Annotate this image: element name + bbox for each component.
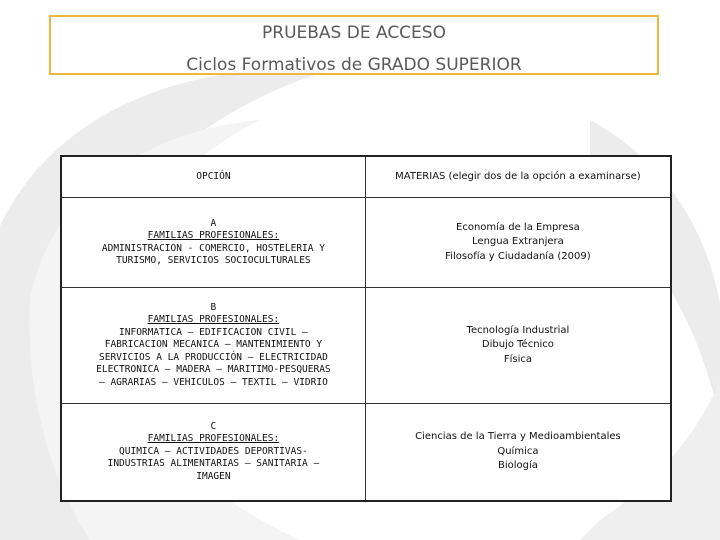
subjects-a-cell xyxy=(365,198,671,288)
header-subjects-label: MATERIAS (elegir dos de la opción a examinarse) xyxy=(395,170,641,182)
families-line: FABRICACION MECANICA – MANTENIMIENTO Y xyxy=(104,339,323,351)
header-subjects xyxy=(365,156,671,198)
families-line: TURISMO, SERVICIOS SOCIOCULTURALES xyxy=(116,255,311,266)
subject-item: Biología xyxy=(497,460,538,471)
table-row-c xyxy=(61,404,671,501)
header-option xyxy=(61,156,365,198)
subject-item: Filosofía y Ciudadanía (2009) xyxy=(445,250,591,262)
title-box xyxy=(49,15,659,75)
title-subtitle: Ciclos Formativos de GRADO SUPERIOR xyxy=(186,55,522,75)
families-line: INFORMATICA – EDIFICACION CIVIL – xyxy=(119,326,308,338)
table-row-a xyxy=(61,198,671,288)
option-letter: B xyxy=(210,301,217,313)
families-line: SERVICIOS A LA PRODUCCIÓN – ELECTRICIDAD xyxy=(99,351,328,363)
families-line: IMAGEN xyxy=(196,470,231,482)
subject-item: Ciencias de la Tierra y Medioambientales xyxy=(415,431,621,442)
subject-item: Física xyxy=(503,353,532,365)
subject-item: Economía de la Empresa xyxy=(456,221,580,233)
option-c-cell xyxy=(61,404,365,501)
table-row-b xyxy=(61,288,671,404)
title-main: PRUEBAS DE ACCESO xyxy=(262,23,446,43)
option-b-cell xyxy=(61,288,365,404)
table-header-row xyxy=(61,156,671,198)
families-line: ELECTRONICA – MADERA – MARITIMO-PESQUERAS xyxy=(96,364,331,376)
subject-item: Dibujo Técnico xyxy=(481,339,554,351)
families-line: QUIMICA – ACTIVIDADES DEPORTIVAS- xyxy=(119,445,308,457)
families-line: INDUSTRIAS ALIMENTARIAS – SANITARIA – xyxy=(107,458,320,469)
subjects-b-cell xyxy=(365,288,671,404)
families-line: – AGRARIAS – VEHICULOS – TEXTIL – VIDRIO xyxy=(99,376,328,388)
subjects-c-cell xyxy=(365,404,671,501)
families-line: ADMINISTRACION - COMERCIO, HOSTELERIA Y xyxy=(101,242,325,254)
option-letter: C xyxy=(210,420,217,432)
families-label: FAMILIAS PROFESIONALES: xyxy=(147,314,280,326)
families-label: FAMILIAS PROFESIONALES: xyxy=(147,230,280,241)
header-option-label: OPCIÓN xyxy=(196,170,231,182)
option-a-cell xyxy=(61,198,365,288)
families-label: FAMILIAS PROFESIONALES: xyxy=(147,433,280,444)
subject-item: Tecnología Industrial xyxy=(466,324,570,336)
subject-item: Química xyxy=(497,445,539,457)
subject-item: Lengua Extranjera xyxy=(472,236,564,248)
option-letter: A xyxy=(210,217,217,229)
options-table xyxy=(60,155,672,502)
